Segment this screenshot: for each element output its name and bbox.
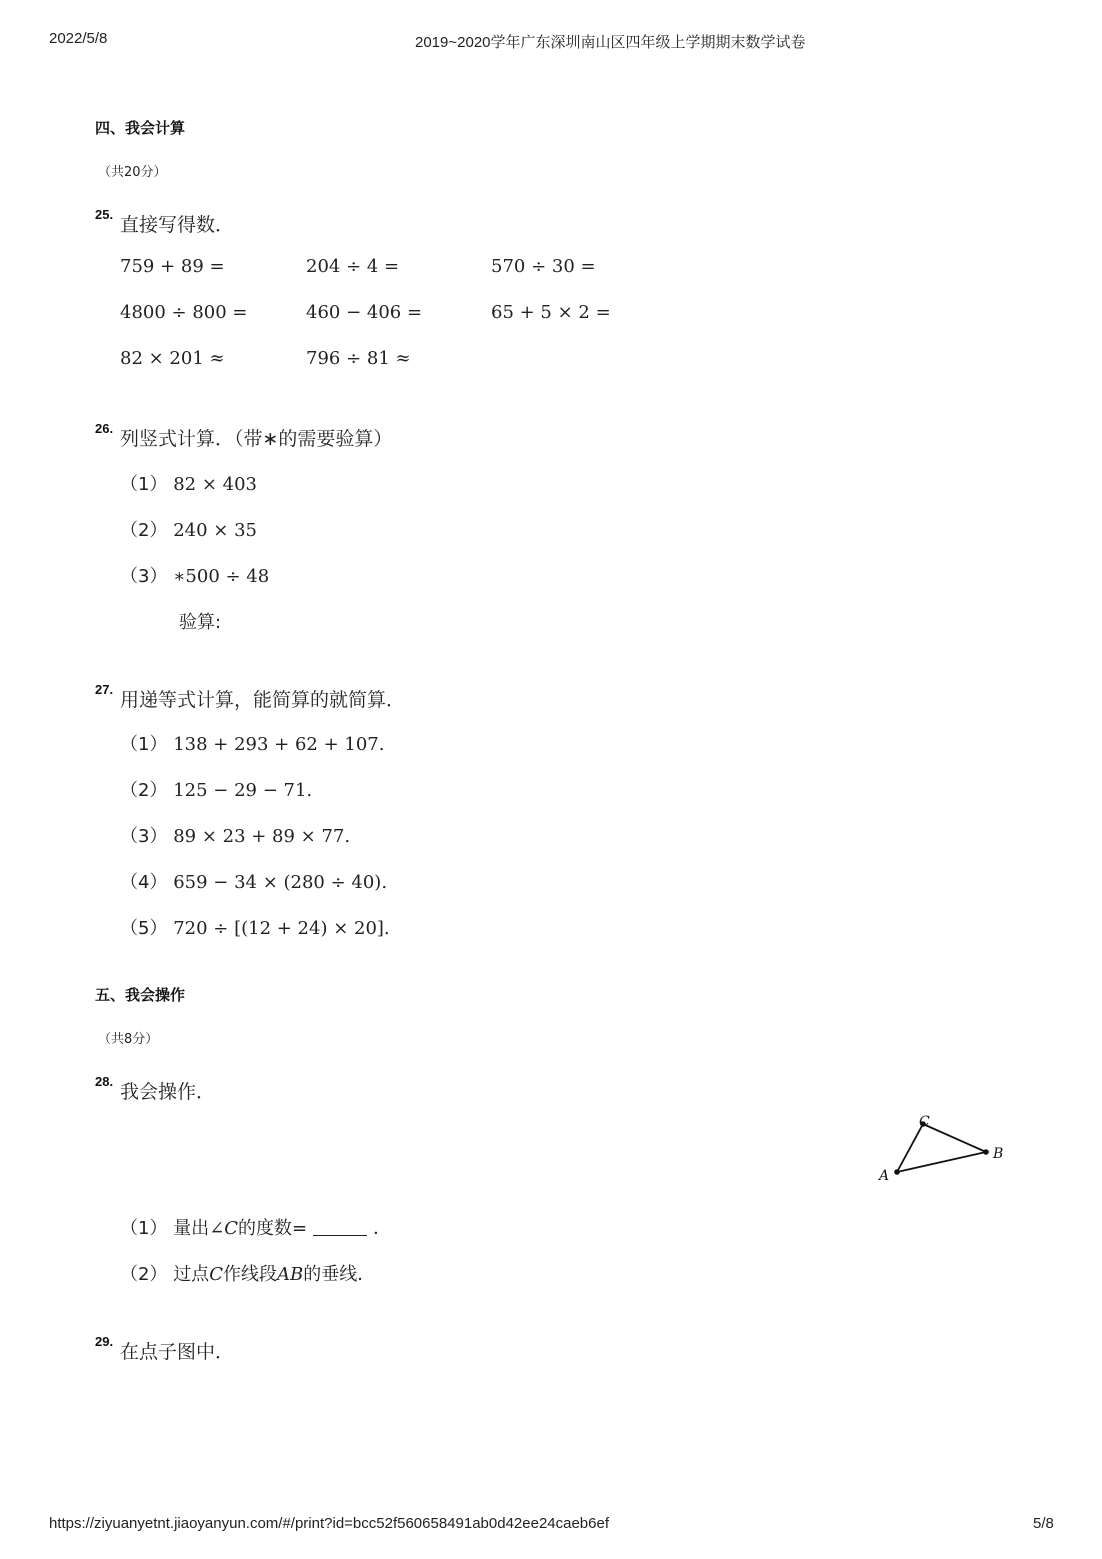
sub-question — [120, 868, 387, 894]
check-label: 验算: — [179, 612, 222, 633]
mental-math-item: 759 + 89 = — [120, 256, 225, 277]
sub-question — [120, 562, 269, 588]
mental-math-item: 65 + 5 × 2 = — [491, 302, 611, 323]
sub-question-expression: ∗500 ÷ 48 — [173, 566, 270, 587]
sub-question-expression: 659 − 34 × (280 ÷ 40). — [173, 872, 388, 893]
sub-question-text: 作线段 — [222, 1264, 277, 1285]
sub-question-expression: 89 × 23 + 89 × 77. — [173, 826, 351, 847]
sub-question — [120, 776, 312, 802]
question-text: 我会操作． — [120, 1081, 216, 1103]
sub-question — [120, 1214, 391, 1240]
print-date: 2022/5/8 — [49, 30, 108, 47]
question-number: 25. — [95, 207, 114, 222]
document-title: 2019~2020学年广东深圳南山区四年级上学期期末数学试卷 — [415, 34, 806, 51]
sub-question-text: 量出 — [173, 1218, 210, 1239]
sub-question — [120, 470, 257, 496]
segment-label: AB — [276, 1264, 304, 1285]
question-text: 直接写得数． — [120, 214, 235, 236]
side-ab — [897, 1152, 986, 1172]
sub-question-text: ． — [373, 1218, 392, 1239]
sub-question — [120, 914, 390, 940]
label-b: B — [993, 1146, 1004, 1162]
sub-question-expression: 720 ÷ [(12 + 24) × 20]. — [173, 918, 390, 939]
sub-question-label: （4） — [120, 872, 168, 893]
sub-question-label: （2） — [120, 1264, 168, 1285]
point-label: C — [209, 1264, 223, 1285]
sub-question-label: （2） — [120, 520, 168, 541]
mental-math-item: 460 − 406 = — [306, 302, 423, 323]
sub-question-text: 过点 — [173, 1264, 210, 1285]
sub-question-expression: 138 + 293 + 62 + 107. — [173, 734, 385, 755]
sub-question-label: （5） — [120, 918, 168, 939]
section-score: （共8分） — [98, 1032, 159, 1047]
sub-question-label: （2） — [120, 780, 168, 801]
question-text: 在点子图中． — [120, 1341, 235, 1363]
label-c: C — [919, 1114, 930, 1130]
side-ac — [897, 1124, 923, 1172]
mental-math-item: 204 ÷ 4 = — [306, 256, 400, 277]
sub-question-text: 的垂线． — [303, 1264, 376, 1285]
label-a: A — [879, 1168, 890, 1184]
triangle-figure — [870, 1110, 1020, 1190]
page-number: 5/8 — [1033, 1515, 1054, 1532]
question-number: 26. — [95, 421, 114, 436]
side-cb — [923, 1124, 986, 1152]
section-score: （共20分） — [98, 165, 167, 180]
sub-question-text: 的度数= — [238, 1218, 308, 1239]
vertex-b — [983, 1149, 989, 1155]
mental-math-item: 82 × 201 ≈ — [120, 348, 225, 369]
mental-math-item: 4800 ÷ 800 = — [120, 302, 248, 323]
footer-url[interactable]: https://ziyuanyetnt.jiaoyanyun.com/#/print?id=bcc52f560658491ab0d42ee24caeb6ef — [49, 1515, 610, 1532]
sub-question — [120, 516, 257, 542]
question-number: 27. — [95, 682, 114, 697]
question-number: 28. — [95, 1074, 114, 1089]
section-title: 四、我会计算 — [95, 119, 186, 137]
sub-question — [120, 1260, 375, 1286]
section-title: 五、我会操作 — [95, 986, 186, 1004]
sub-question-label: （3） — [120, 566, 168, 587]
sub-question-label: （1） — [120, 474, 168, 495]
sub-question-expression: 82 × 403 — [173, 474, 257, 495]
sub-question-label: （3） — [120, 826, 168, 847]
mental-math-item: 796 ÷ 81 ≈ — [306, 348, 411, 369]
sub-question-expression: 240 × 35 — [173, 520, 257, 541]
sub-question — [120, 822, 350, 848]
angle-symbol: ∠C — [209, 1218, 239, 1239]
sub-question-label: （1） — [120, 734, 168, 755]
question-text: 列竖式计算．（带∗的需要验算） — [120, 428, 393, 450]
question-text: 用递等式计算，能简算的就简算． — [120, 689, 406, 711]
mental-math-item: 570 ÷ 30 = — [491, 256, 596, 277]
sub-question-expression: 125 − 29 − 71. — [173, 780, 313, 801]
sub-question — [120, 730, 384, 756]
answer-blank[interactable] — [313, 1235, 367, 1236]
sub-question-label: （1） — [120, 1218, 168, 1239]
question-number: 29. — [95, 1334, 114, 1349]
vertex-a — [894, 1169, 900, 1175]
